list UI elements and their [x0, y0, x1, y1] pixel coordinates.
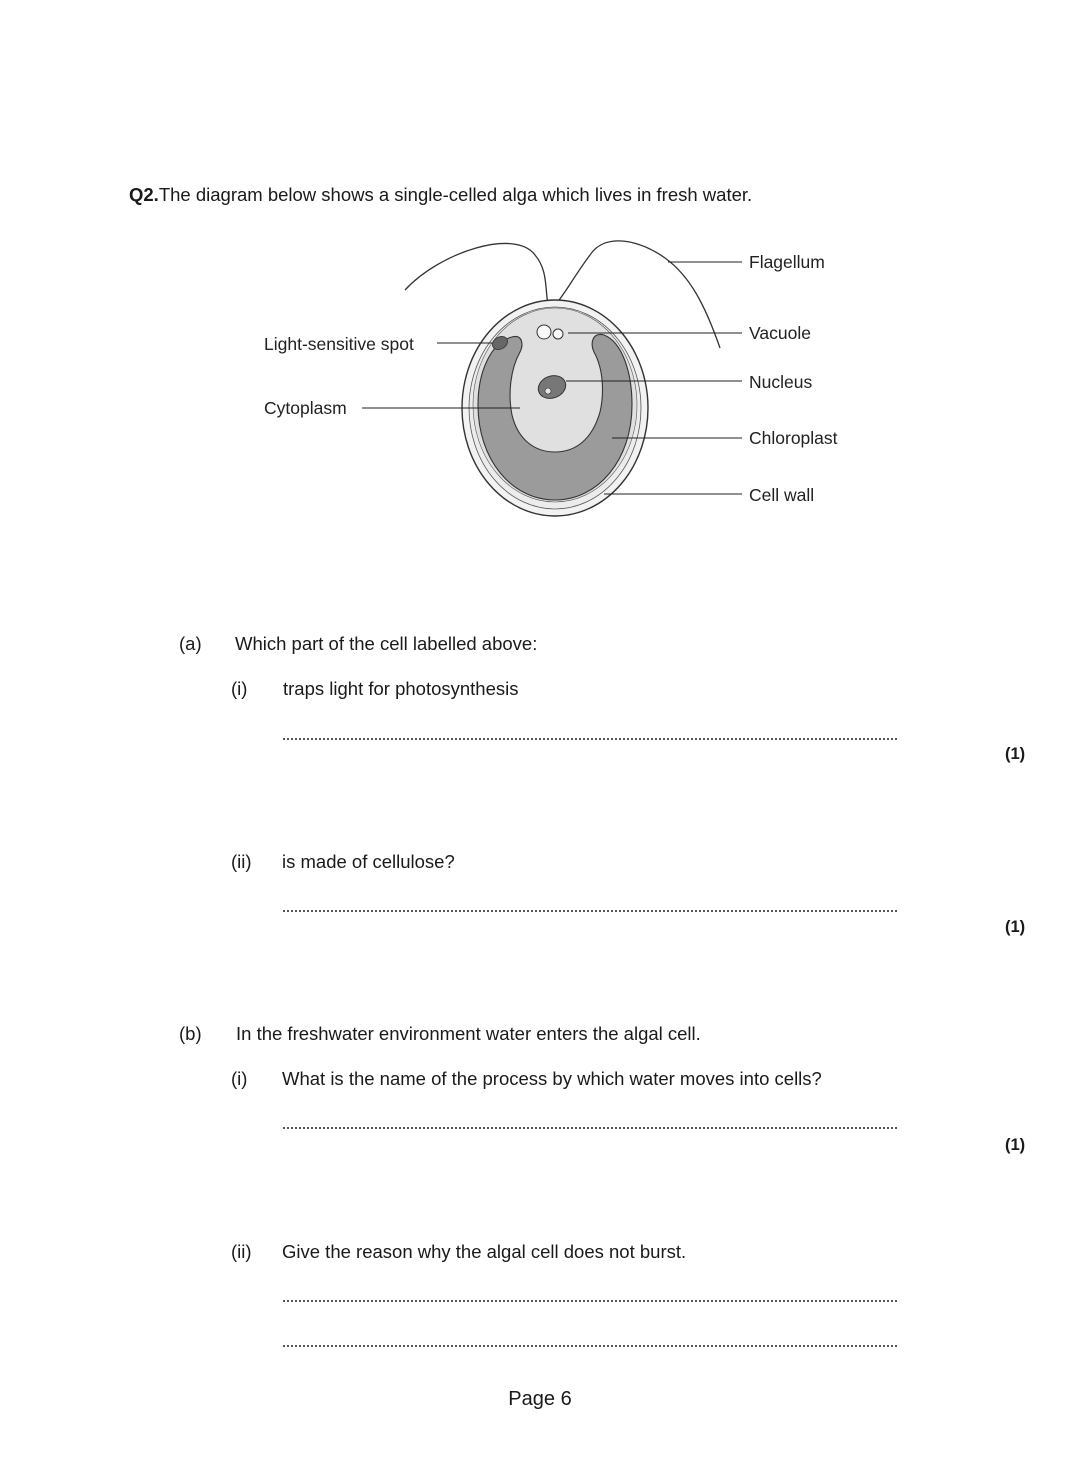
- page-number: Page 6: [508, 1388, 572, 1410]
- part-b-i-label: (i): [231, 1068, 248, 1089]
- marks-a-i: (1): [1005, 745, 1026, 763]
- label-flagellum: Flagellum: [749, 252, 825, 272]
- part-a-i-text: traps light for photosynthesis: [283, 678, 519, 699]
- marks-a-ii: (1): [1005, 918, 1026, 936]
- label-vacuole: Vacuole: [749, 323, 811, 343]
- part-b-text: In the freshwater environment water enters the algal cell.: [236, 1023, 701, 1044]
- answer-line-b-i[interactable]: [283, 1127, 897, 1129]
- alga-cell-diagram: [0, 0, 1080, 560]
- part-a-i-label: (i): [231, 678, 248, 699]
- answer-line-b-ii-1[interactable]: [283, 1300, 897, 1302]
- label-light-sensitive-spot: Light-sensitive spot: [264, 334, 414, 354]
- part-a-text: Which part of the cell labelled above:: [235, 633, 538, 654]
- part-a-ii-text: is made of cellulose?: [282, 851, 455, 872]
- part-a-ii-label: (ii): [231, 851, 252, 872]
- label-chloroplast: Chloroplast: [749, 428, 838, 448]
- part-b-ii-label: (ii): [231, 1241, 252, 1262]
- part-b-i-text: What is the name of the process by which water moves into cells?: [282, 1068, 822, 1089]
- label-cytoplasm: Cytoplasm: [264, 398, 347, 418]
- marks-b-i: (1): [1005, 1136, 1026, 1154]
- vacuole-shape: [537, 325, 551, 339]
- flagellum-left: [405, 243, 548, 304]
- part-a-label: (a): [179, 633, 202, 654]
- answer-line-a-ii[interactable]: [283, 910, 897, 912]
- question-intro: The diagram below shows a single-celled alga which lives in fresh water.: [158, 184, 753, 205]
- part-b-ii-text: Give the reason why the algal cell does not burst.: [282, 1241, 687, 1262]
- question-number: Q2.: [129, 184, 159, 205]
- answer-line-a-i[interactable]: [283, 738, 897, 740]
- answer-line-b-ii-2[interactable]: [283, 1345, 897, 1347]
- label-cell-wall: Cell wall: [749, 485, 815, 505]
- label-nucleus: Nucleus: [749, 372, 813, 392]
- part-b-label: (b): [179, 1023, 202, 1044]
